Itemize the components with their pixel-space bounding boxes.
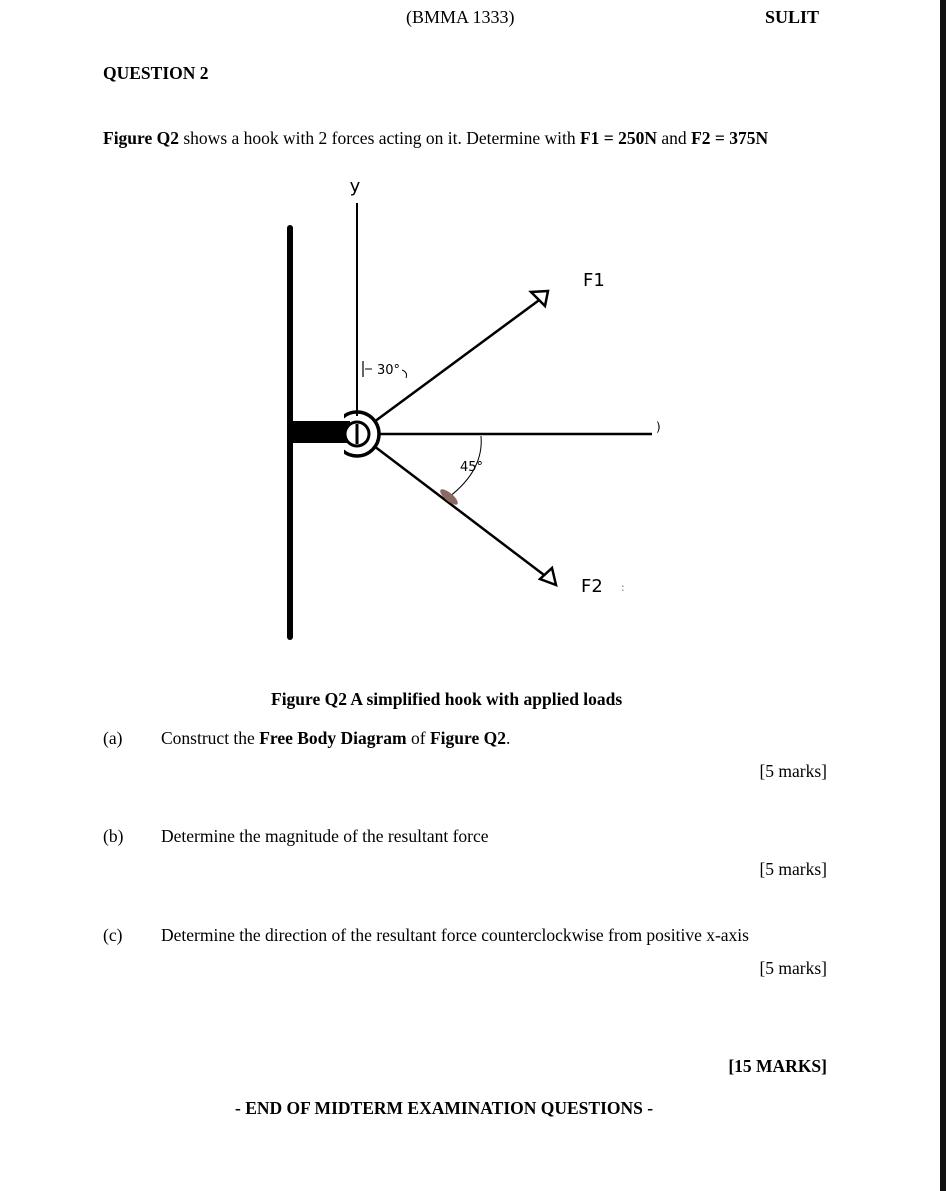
part-c-text: Determine the direction of the resultant force counterclockwise from positive x-axis [161, 925, 749, 945]
part-a-marks: [5 marks] [759, 761, 827, 781]
part-a-label: (a) [103, 728, 123, 748]
force2-arrowhead [540, 568, 556, 585]
force1-line [374, 298, 542, 422]
part-c-label: (c) [103, 925, 123, 945]
part-a-text: Construct the Free Body Diagram of Figure Q2. [161, 728, 511, 748]
angle1-label: 30° [377, 363, 401, 378]
force1-value: F1 = 250N [579, 128, 658, 148]
question-intro [103, 128, 768, 149]
figure-ref: Figure Q2 [103, 128, 179, 148]
part-b-marks: [5 marks] [759, 859, 827, 879]
total-marks: [15 MARKS] [728, 1056, 827, 1076]
hook-diagram [270, 168, 690, 648]
force1-label: F1 [583, 270, 605, 291]
angle2-label: 45° [460, 460, 484, 475]
page-edge [940, 0, 946, 1191]
force2-label-suffix: : [621, 581, 625, 594]
end-of-exam-footer: - END OF MIDTERM EXAMINATION QUESTIONS - [235, 1098, 654, 1118]
intro-text-1: shows a hook with 2 forces acting on it. Determine with [179, 128, 580, 148]
part-c-marks: [5 marks] [759, 958, 827, 978]
force2-value: F2 = 375N [691, 128, 769, 148]
angle1-arc [402, 370, 407, 378]
y-axis-label: y [349, 176, 361, 197]
course-code: (BMMA 1333) [406, 7, 515, 27]
part-b-text: Determine the magnitude of the resultant force [161, 826, 489, 846]
classification-label: SULIT [765, 7, 820, 27]
intro-text-2: and [657, 128, 692, 148]
part-b-label: (b) [103, 826, 124, 846]
figure-caption: Figure Q2 A simplified hook with applied loads [271, 689, 623, 709]
x-axis-label: ) [656, 420, 661, 434]
hook-mount [292, 421, 350, 443]
force2-label: F2 [581, 576, 603, 597]
question-title: QUESTION 2 [103, 63, 209, 83]
